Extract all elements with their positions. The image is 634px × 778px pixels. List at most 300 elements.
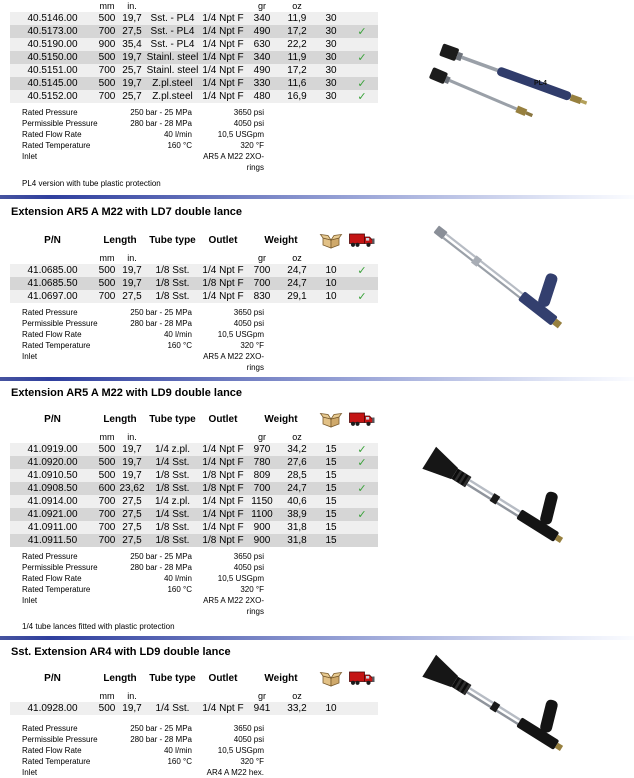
col-length: Length [103, 413, 137, 425]
spec-block-ld9 [22, 551, 634, 617]
cell-oz: 29,1 [287, 291, 307, 302]
product-photo-black-lance-ar4 [428, 644, 593, 754]
unit-gr: gr [257, 691, 266, 701]
cell-tube: 1/4 z.pl. [154, 444, 191, 455]
cell-gr: 700 [253, 265, 271, 276]
cell-in: 25,7 [122, 91, 142, 102]
spec-label: Rated Pressure [22, 724, 78, 733]
cell-outlet: 1/8 Npt F [202, 483, 244, 494]
col-pn: P/N [44, 672, 61, 684]
cell-oz: 31,8 [287, 522, 307, 533]
spec-label: Permissible Pressure [22, 119, 98, 128]
cell-pack: 15 [325, 496, 337, 507]
cell-tube: 1/8 Sst. [155, 291, 190, 302]
cell-mm: 700 [98, 522, 116, 533]
spec-imperial: 3650 psi [233, 108, 264, 117]
cell-tube: Sst. - PL4 [150, 39, 195, 50]
cell-mm: 700 [98, 26, 116, 37]
spec-label: Rated Flow Rate [22, 746, 82, 755]
cell-oz: 31,8 [287, 535, 307, 546]
cell-gr: 330 [253, 78, 271, 89]
cell-pack: 30 [325, 78, 337, 89]
cell-pack: 15 [325, 470, 337, 481]
spec-metric [117, 151, 192, 173]
spec-row [22, 551, 634, 562]
table-row [10, 264, 378, 277]
spec-metric: 40 l/min [163, 130, 192, 139]
spec-imperial: 10,5 USGpm [217, 746, 264, 755]
cell-pack: 15 [325, 522, 337, 533]
cell-mm: 700 [98, 509, 116, 520]
spec-imperial: 320 °F [240, 341, 264, 350]
unit-mm: mm [99, 432, 115, 442]
cell-pn: 40.5150.00 [27, 52, 78, 63]
availability-empty [346, 64, 378, 77]
cell-outlet: 1/4 Npt F [202, 522, 244, 533]
spec-label: Rated Pressure [22, 308, 78, 317]
footnote-pl4: PL4 version with tube plastic protection [22, 179, 161, 188]
product-photo-double-lance-ld7 [430, 224, 605, 359]
cell-mm: 700 [98, 535, 116, 546]
cell-gr: 900 [253, 535, 271, 546]
spec-imperial: 320 °F [240, 757, 264, 766]
spec-imperial: AR5 A M22 2XO-rings [203, 152, 264, 172]
table-row [10, 482, 378, 495]
cell-pn: 41.0919.00 [27, 444, 78, 455]
cell-pn: 41.0911.50 [27, 535, 78, 546]
unit-mm: mm [99, 253, 115, 263]
spec-metric [117, 351, 192, 373]
cell-gr: 490 [253, 26, 271, 37]
unit-oz: oz [292, 691, 302, 701]
spec-imperial: 4050 psi [233, 735, 264, 744]
cell-tube: 1/4 Sst. [155, 703, 190, 714]
cell-pn: 41.0685.50 [27, 278, 78, 289]
cell-pack: 30 [325, 39, 337, 50]
spec-label: Rated Pressure [22, 108, 78, 117]
cell-tube: 1/8 Sst. [155, 535, 190, 546]
spec-imperial: 10,5 USGpm [217, 574, 264, 583]
cell-outlet: 1/4 Npt F [202, 509, 244, 520]
cell-mm: 600 [98, 483, 116, 494]
section-divider [0, 195, 634, 199]
cell-oz: 17,2 [287, 65, 307, 76]
cell-tube: 1/4 z.pl. [154, 496, 191, 507]
cell-pn: 41.0921.00 [27, 509, 78, 520]
cell-gr: 830 [253, 291, 271, 302]
availability-check-icon: ✓ [357, 91, 367, 103]
cell-pack: 10 [325, 278, 337, 289]
cell-gr: 700 [253, 483, 271, 494]
cell-in: 19,7 [122, 78, 142, 89]
availability-empty [346, 12, 378, 25]
cell-mm: 500 [98, 265, 116, 276]
cell-in: 27,5 [122, 496, 142, 507]
unit-oz: oz [292, 432, 302, 442]
cell-mm: 900 [98, 39, 116, 50]
availability-check-icon: ✓ [357, 78, 367, 90]
cell-in: 19,7 [122, 13, 142, 24]
col-length: Length [103, 234, 137, 246]
spec-label: Inlet [22, 768, 38, 777]
cell-tube: 1/8 Sst. [155, 483, 190, 494]
spec-label: Rated Temperature [22, 585, 91, 594]
availability-check-icon: ✓ [357, 509, 367, 521]
cell-pack: 30 [325, 65, 337, 76]
availability-empty [346, 469, 378, 482]
cell-pn: 41.0697.00 [27, 291, 78, 302]
spec-label: Permissible Pressure [22, 735, 98, 744]
cell-pn: 40.5173.00 [27, 26, 78, 37]
spec-metric: 250 bar - 25 MPa [130, 552, 192, 561]
spec-metric: 40 l/min [163, 746, 192, 755]
availability-check-icon: ✓ [357, 291, 367, 303]
footnote-ld9: 1/4 tube lances fitted with plastic protection [22, 622, 175, 631]
table-row [10, 469, 378, 482]
table-row [10, 443, 378, 456]
cell-tube: 1/4 Sst. [155, 509, 190, 520]
spec-metric: 250 bar - 25 MPa [130, 724, 192, 733]
cell-outlet: 1/8 Npt F [202, 278, 244, 289]
cell-gr: 941 [253, 703, 271, 714]
spec-imperial: AR5 A M22 2XO-rings [203, 596, 264, 616]
cell-in: 19,7 [122, 457, 142, 468]
cell-outlet: 1/4 Npt F [202, 496, 244, 507]
spec-imperial: AR4 A M22 hex. [206, 768, 264, 777]
unit-in: in. [127, 432, 137, 442]
cell-in: 27,5 [122, 509, 142, 520]
cell-in: 19,7 [122, 52, 142, 63]
spec-metric: 160 °C [167, 341, 192, 350]
cell-in: 19,7 [122, 703, 142, 714]
unit-in: in. [127, 253, 137, 263]
cell-pack: 15 [325, 444, 337, 455]
cell-in: 27,5 [122, 522, 142, 533]
product-label-pl4: PL4 [534, 80, 547, 87]
table-row [10, 12, 378, 25]
spec-imperial: 10,5 USGpm [217, 130, 264, 139]
cell-pack: 30 [325, 26, 337, 37]
cell-in: 27,5 [122, 291, 142, 302]
cell-pn: 40.5145.00 [27, 78, 78, 89]
cell-gr: 340 [253, 13, 271, 24]
spec-label: Permissible Pressure [22, 319, 98, 328]
spec-row [22, 756, 634, 767]
unit-gr: gr [257, 432, 266, 442]
section-title-ar4: Sst. Extension AR4 with LD9 double lance [11, 646, 231, 658]
cell-tube: Sst. - PL4 [150, 26, 195, 37]
cell-pn: 40.5151.00 [27, 65, 78, 76]
cell-mm: 500 [98, 470, 116, 481]
availability-empty [346, 495, 378, 508]
spec-metric: 40 l/min [163, 574, 192, 583]
spec-imperial: 4050 psi [233, 119, 264, 128]
table-row [10, 51, 378, 64]
cell-oz: 34,2 [287, 444, 307, 455]
unit-oz: oz [292, 1, 302, 11]
product-photo-lance-pl4 [428, 28, 628, 128]
spec-imperial: 3650 psi [233, 552, 264, 561]
availability-check-icon: ✓ [357, 483, 367, 495]
cell-gr: 1100 [251, 509, 273, 520]
cell-oz: 16,9 [287, 91, 307, 102]
unit-gr: gr [257, 253, 266, 263]
availability-empty [346, 534, 378, 547]
spec-metric [117, 767, 192, 778]
cell-oz: 40,6 [287, 496, 307, 507]
cell-pack: 10 [325, 291, 337, 302]
spec-row [22, 595, 634, 617]
col-outlet: Outlet [208, 413, 238, 425]
cell-in: 27,5 [122, 26, 142, 37]
cell-oz: 24,7 [287, 278, 307, 289]
unit-in: in. [127, 691, 137, 701]
cell-pack: 30 [325, 91, 337, 102]
shipping-truck-icon [346, 666, 378, 690]
product-table-ld9 [10, 407, 378, 547]
cell-pn: 41.0908.50 [27, 483, 78, 494]
cell-tube: 1/8 Sst. [155, 470, 190, 481]
header-row [10, 228, 378, 252]
header-row [10, 407, 378, 431]
table-row [10, 290, 378, 303]
spec-imperial: 10,5 USGpm [217, 330, 264, 339]
cell-tube: 1/8 Sst. [155, 265, 190, 276]
cell-oz: 22,2 [287, 39, 307, 50]
spec-row [22, 140, 634, 151]
cell-mm: 500 [98, 444, 116, 455]
product-table-pl4 [10, 0, 378, 103]
cell-in: 25,7 [122, 65, 142, 76]
spec-label: Rated Temperature [22, 757, 91, 766]
cell-tube: Stainl. steel [146, 52, 199, 63]
units-row [10, 431, 378, 443]
cell-tube: 1/8 Sst. [155, 522, 190, 533]
spec-label: Rated Flow Rate [22, 574, 82, 583]
spec-imperial: 4050 psi [233, 319, 264, 328]
unit-in: in. [127, 1, 137, 11]
cell-oz: 11,6 [287, 78, 307, 89]
cell-outlet: 1/8 Npt F [202, 535, 244, 546]
spec-metric: 160 °C [167, 141, 192, 150]
spec-metric: 160 °C [167, 585, 192, 594]
col-tube-type: Tube type [149, 672, 196, 684]
cell-mm: 500 [98, 457, 116, 468]
cell-mm: 500 [98, 78, 116, 89]
table-row [10, 64, 378, 77]
spec-row [22, 562, 634, 573]
availability-check-icon: ✓ [357, 52, 367, 64]
packaging-box-icon [316, 228, 346, 252]
cell-gr: 1150 [251, 496, 273, 507]
cell-outlet: 1/4 Npt F [202, 457, 244, 468]
packaging-box-icon [316, 407, 346, 431]
cell-tube: Stainl. steel [146, 65, 199, 76]
units-row [10, 0, 378, 12]
spec-label: Inlet [22, 352, 38, 361]
col-weight: Weight [264, 672, 298, 684]
cell-gr: 340 [253, 52, 271, 63]
cell-tube: Z.pl.steel [152, 78, 193, 89]
table-row [10, 25, 378, 38]
cell-in: 27,5 [122, 535, 142, 546]
cell-oz: 11,9 [287, 52, 307, 63]
cell-pn: 41.0685.00 [27, 265, 78, 276]
cell-gr: 809 [253, 470, 271, 481]
table-row [10, 90, 378, 103]
cell-mm: 700 [98, 65, 116, 76]
product-table-ar4 [10, 666, 378, 715]
spec-row [22, 767, 634, 778]
cell-pack: 15 [325, 457, 337, 468]
col-weight: Weight [264, 234, 298, 246]
cell-pn: 40.5152.00 [27, 91, 78, 102]
cell-pn: 41.0911.00 [27, 522, 78, 533]
spec-label: Permissible Pressure [22, 563, 98, 572]
cell-oz: 11,9 [287, 13, 307, 24]
spec-imperial: 320 °F [240, 141, 264, 150]
col-length: Length [103, 672, 137, 684]
spec-imperial: AR5 A M22 2XO-rings [203, 352, 264, 372]
cell-outlet: 1/4 Npt F [202, 52, 244, 63]
availability-empty [346, 277, 378, 290]
unit-gr: gr [257, 1, 266, 11]
spec-metric: 280 bar - 28 MPa [130, 563, 192, 572]
cell-tube: 1/8 Sst. [155, 278, 190, 289]
availability-check-icon: ✓ [357, 444, 367, 456]
cell-pn: 41.0920.00 [27, 457, 78, 468]
spec-label: Rated Flow Rate [22, 330, 82, 339]
cell-tube: 1/4 Sst. [155, 457, 190, 468]
cell-mm: 500 [98, 52, 116, 63]
section-title-ld9: Extension AR5 A M22 with LD9 double lance [11, 387, 243, 399]
cell-mm: 700 [98, 496, 116, 507]
availability-check-icon: ✓ [357, 26, 367, 38]
cell-pack: 15 [325, 535, 337, 546]
col-outlet: Outlet [208, 234, 238, 246]
cell-pack: 10 [325, 265, 337, 276]
units-row [10, 690, 378, 702]
cell-in: 19,7 [122, 265, 142, 276]
cell-oz: 27,6 [287, 457, 307, 468]
cell-outlet: 1/4 Npt F [202, 265, 244, 276]
cell-oz: 24,7 [287, 483, 307, 494]
cell-outlet: 1/4 Npt F [202, 444, 244, 455]
cell-pack: 10 [325, 703, 337, 714]
cell-outlet: 1/8 Npt F [202, 470, 244, 481]
cell-outlet: 1/4 Npt F [202, 39, 244, 50]
cell-mm: 500 [98, 13, 116, 24]
spec-row [22, 584, 634, 595]
table-row [10, 702, 378, 715]
table-row [10, 495, 378, 508]
spec-row [22, 151, 634, 173]
spec-imperial: 3650 psi [233, 308, 264, 317]
spec-label: Rated Flow Rate [22, 130, 82, 139]
cell-oz: 24,7 [287, 265, 307, 276]
units-row [10, 252, 378, 264]
cell-in: 19,7 [122, 278, 142, 289]
cell-mm: 500 [98, 703, 116, 714]
col-tube-type: Tube type [149, 413, 196, 425]
cell-pn: 40.5146.00 [27, 13, 78, 24]
unit-mm: mm [99, 1, 115, 11]
cell-tube: Z.pl.steel [152, 91, 193, 102]
packaging-box-icon [316, 666, 346, 690]
cell-outlet: 1/4 Npt F [202, 78, 244, 89]
cell-mm: 500 [98, 278, 116, 289]
col-pn: P/N [44, 413, 61, 425]
table-row [10, 277, 378, 290]
spec-metric: 250 bar - 25 MPa [130, 108, 192, 117]
cell-pn: 41.0910.50 [27, 470, 78, 481]
header-row [10, 666, 378, 690]
spec-label: Inlet [22, 152, 38, 161]
section-divider [0, 377, 634, 381]
cell-outlet: 1/4 Npt F [202, 65, 244, 76]
spec-metric: 160 °C [167, 757, 192, 766]
shipping-truck-icon [346, 228, 378, 252]
spec-metric [117, 595, 192, 617]
availability-check-icon: ✓ [357, 265, 367, 277]
cell-outlet: 1/4 Npt F [202, 291, 244, 302]
cell-in: 23,62 [119, 483, 145, 494]
product-table-ld7 [10, 228, 378, 303]
cell-oz: 33,2 [287, 703, 307, 714]
cell-gr: 480 [253, 91, 271, 102]
cell-pack: 30 [325, 52, 337, 63]
col-pn: P/N [44, 234, 61, 246]
cell-gr: 630 [253, 39, 271, 50]
cell-mm: 700 [98, 91, 116, 102]
table-row [10, 38, 378, 51]
col-tube-type: Tube type [149, 234, 196, 246]
cell-pn: 41.0928.00 [27, 703, 78, 714]
availability-empty [346, 702, 378, 715]
section-title-ld7: Extension AR5 A M22 with LD7 double lance [11, 206, 243, 218]
cell-gr: 490 [253, 65, 271, 76]
unit-mm: mm [99, 691, 115, 701]
cell-outlet: 1/4 Npt F [202, 26, 244, 37]
spec-label: Rated Temperature [22, 141, 91, 150]
table-row [10, 456, 378, 469]
col-weight: Weight [264, 413, 298, 425]
table-row [10, 521, 378, 534]
cell-oz: 17,2 [287, 26, 307, 37]
cell-pn: 41.0914.00 [27, 496, 78, 507]
spec-metric: 280 bar - 28 MPa [130, 119, 192, 128]
availability-empty [346, 521, 378, 534]
spec-metric: 280 bar - 28 MPa [130, 735, 192, 744]
table-row [10, 77, 378, 90]
cell-in: 35,4 [122, 39, 142, 50]
spec-label: Rated Pressure [22, 552, 78, 561]
cell-outlet: 1/4 Npt F [202, 13, 244, 24]
spec-imperial: 320 °F [240, 585, 264, 594]
cell-in: 19,7 [122, 470, 142, 481]
cell-gr: 700 [253, 278, 271, 289]
product-photo-black-lance-ld9 [428, 436, 593, 546]
cell-pack: 15 [325, 509, 337, 520]
cell-oz: 28,5 [287, 470, 307, 481]
spec-metric: 250 bar - 25 MPa [130, 308, 192, 317]
table-row [10, 534, 378, 547]
cell-in: 19,7 [122, 444, 142, 455]
col-outlet: Outlet [208, 672, 238, 684]
spec-imperial: 4050 psi [233, 563, 264, 572]
cell-outlet: 1/4 Npt F [202, 91, 244, 102]
cell-gr: 780 [253, 457, 271, 468]
